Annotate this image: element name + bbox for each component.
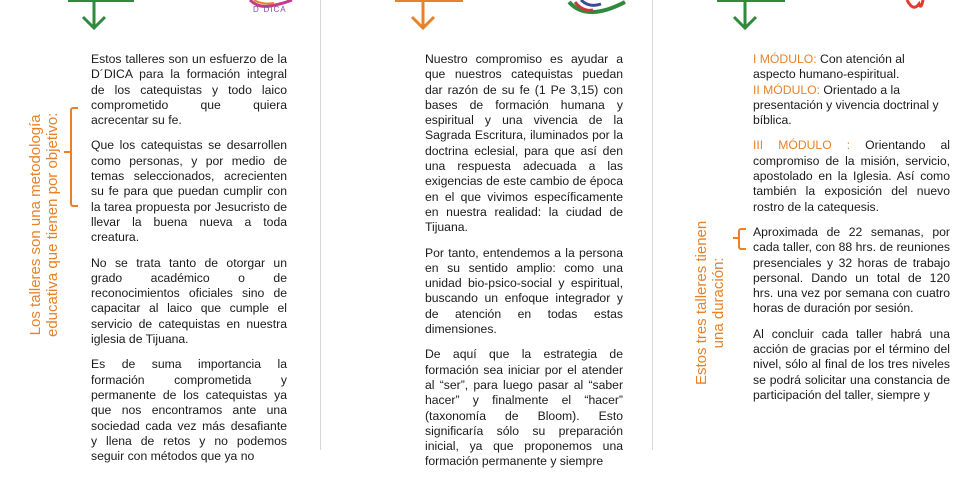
side-label-line-2: una duración: [710,257,727,349]
flame-logo-icon [905,0,925,12]
side-label-objective [27,113,61,337]
left-paragraph-3: No se trata tanto de otorgar un grado académico o de reconocimientos oficiales sino de capacitar al laico que cumple el servicio de catequistas en nuestra iglesia de Tijuana. [91,255,287,347]
module-3-text: Orientando al compromiso de la misión, servicio, apostolado en la Iglesia. Así como también la exposición del nuevo rostro de la catequesis. [753,138,950,214]
left-text-column [91,52,287,474]
module-1-label: I MÓDULO: [753,52,817,66]
swoosh-logo-icon [567,0,631,20]
side-label-line-1: Los talleres son una metodología [27,114,44,336]
right-panel [653,0,980,450]
module-list [753,52,950,128]
orange-down-arrow-icon [408,0,438,32]
right-paragraph-duration: Aproximada de 22 semanas, por cada taller, con 88 hrs. de reuniones presenciales y 32 horas de trabajo personal. Dando un total de 120 hrs. una vez por semana con cuatro horas de duración por sesión. [753,224,950,316]
orange-bracket-tick-right [733,237,740,239]
orange-bracket-right [738,228,746,250]
logo-text: D´DICA [253,5,287,14]
right-paragraph-closing: Al concluir cada taller habrá una acción de gracias por el término del nivel, sólo al final de los tres niveles se podrá solicitar una constancia de participación del taller, siempre y [753,326,950,402]
side-label-line-1: Estos tres talleres tienen [693,220,710,385]
ddica-logo [248,0,294,16]
left-paragraph-1: Estos talleres son un esfuerzo de la D´DICA para la formación integral de los catequistas y todo laico comprometido que quiera acrecentar su fe. [91,52,287,128]
side-label-duration [693,221,727,385]
module-3 [753,138,950,214]
module-3-label: III MÓDULO : [753,138,851,153]
side-label-line-2: educativa que tienen por objetivo: [44,112,61,337]
middle-paragraph-3: De aquí que la estrategia de formación sea iniciar por el atender al “ser”, para luego pasar al “saber hacer” y finalmente el “hacer” (taxonomía de Bloom). Esto significaría sólo su preparación inicial, ya que proponemos una formación permanente y siempre [425,347,623,469]
left-panel [0,0,320,464]
left-paragraph-2: Que los catequistas se desarrollen como personas, y por medio de temas seleccionados, acrecienten su fe para que puedan cumplir con la tarea propuesta por Jesucristo de llevar la buena nueva a toda creatura. [91,138,287,245]
green-down-arrow-icon [79,0,109,32]
orange-bracket [70,107,78,207]
module-2-label: II MÓDULO: [753,82,821,97]
middle-panel [321,0,652,469]
middle-text-column [425,52,623,480]
module-1-text: Con atención al aspecto humano-espiritual. [753,52,905,82]
green-down-arrow-icon-right [730,0,760,32]
orange-bracket-tick [64,151,72,153]
middle-paragraph-2: Por tanto, entendemos a la persona en su sentido amplio: como una unidad bio-psico-social y espiritual, buscando un enfoque integrador y de atención en todas estas dimensiones. [425,245,623,337]
module-2-text: Orientado a la presentación y vivencia doctrinal y bíblica. [753,82,939,128]
middle-paragraph-1: Nuestro compromiso es ayudar a que nuestros catequistas puedan dar razón de su fe (1 Pe 3,15) con bases de formación humana y espiritual y una vivencia de la Sagrada Escritura, iluminados por la doctrina eclesial, para que así den una respuesta adecuada a las exigencias de este cambio de época en el que vivimos específicamente en nuestra realidad: la ciudad de Tijuana. [425,52,623,235]
left-paragraph-4: Es de suma importancia la formación comprometida y permanente de los catequistas ya que nos encontramos ante una sociedad cada vez más desafiante y llena de retos y no podemos seguir con métodos que ya no [91,357,287,464]
right-text-column [753,52,950,413]
